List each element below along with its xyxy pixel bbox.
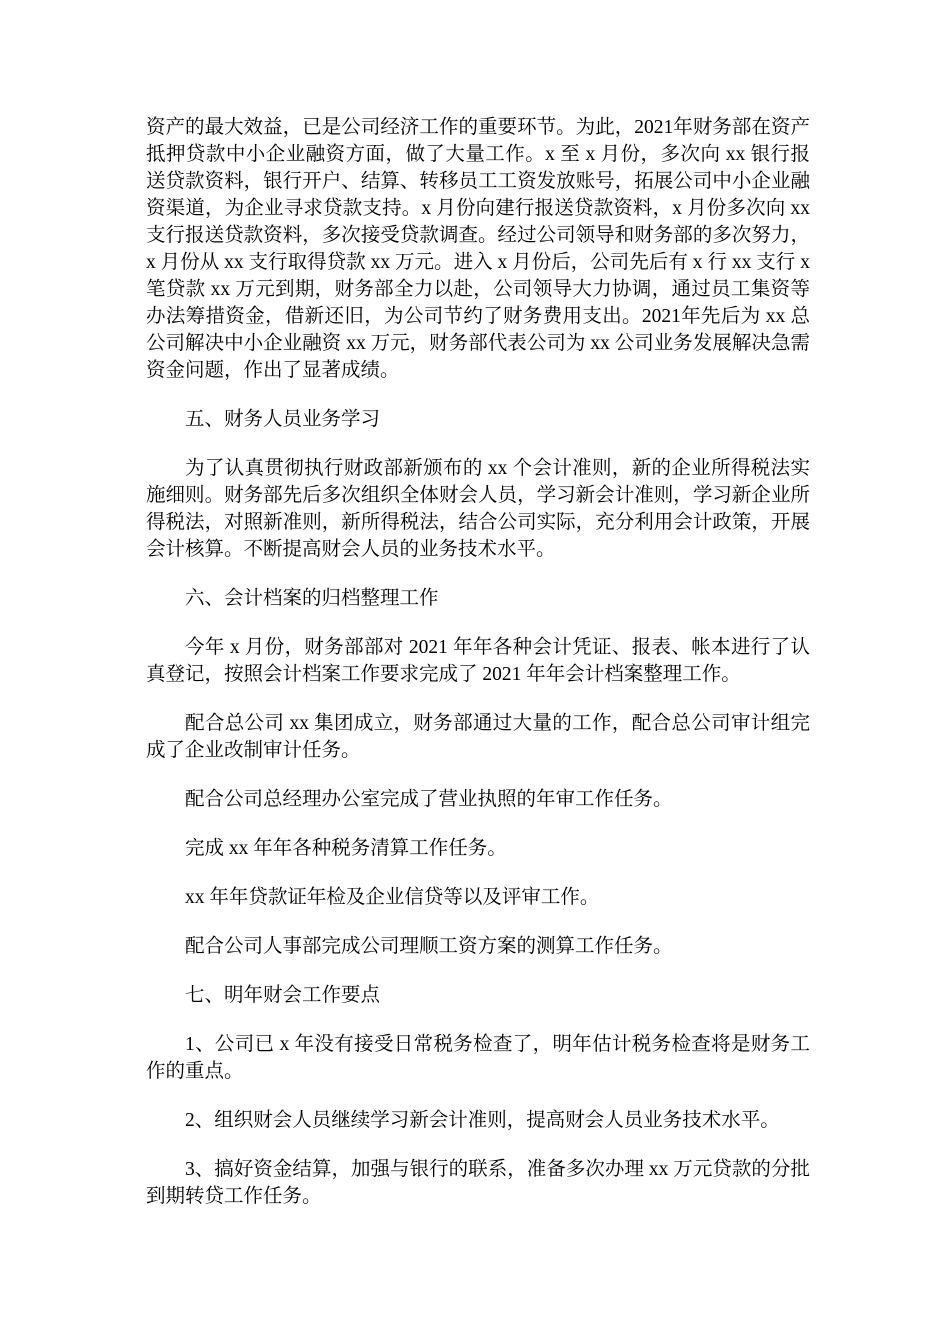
paragraph-continuation: 资产的最大效益，已是公司经济工作的重要环节。为此，2021年财务部在资产抵押贷款中小企业融资方面，做了大量工作。x 至 x 月份，多次向 xx 银行报送贷款资料，银行开户、结算、转移员工工资发放账号，拓展公司中小企业融资渠道，为企业寻求贷款支持。x 月份向建行报送贷款资料，x 月份多次向 xx 支行报送贷款资料，多次接受贷款调查。经过公司领导和财务部的多次努力，x 月份从 xx 支行取得贷款 xx 万元。进入 x 月份后，公司先后有 x 行 xx 支行 x 笔贷款 xx 万元到期，财务部全力以赴，公司领导大力协调，通过员工集资等办法筹措资金，借新还旧，为公司节约了财务费用支出。2021年先后为 xx 总公司解决中小企业融资 xx 万元，财务部代表公司为 xx 公司业务发展解决急需资金问题，作出了显著成绩。 bbox=[146, 117, 810, 381]
paragraph: 配合公司人事部完成公司理顺工资方案的测算工作任务。 bbox=[185, 936, 673, 957]
paragraph: 2、组织财会人员继续学习新会计准则，提高财会人员业务技术水平。 bbox=[185, 1110, 780, 1131]
section-heading: 五、财务人员业务学习 bbox=[185, 409, 381, 430]
paragraph: 3、搞好资金结算，加强与银行的联系，准备多次办理 xx 万元贷款的分批到期转贷工作任务。 bbox=[146, 1159, 810, 1207]
section-heading: 六、会计档案的归档整理工作 bbox=[185, 588, 439, 609]
document-body bbox=[146, 114, 810, 1210]
paragraph: 1、公司已 x 年没有接受日常税务检查了，明年估计税务检查将是财务工作的重点。 bbox=[146, 1034, 810, 1082]
paragraph: 完成 xx 年年各种税务清算工作任务。 bbox=[185, 838, 507, 859]
section-heading: 七、明年财会工作要点 bbox=[185, 985, 381, 1006]
paragraph: 配合总公司 xx 集团成立，财务部通过大量的工作，配合总公司审计组完成了企业改制审计任务。 bbox=[146, 713, 810, 761]
paragraph: xx 年年贷款证年检及企业信贷等以及评审工作。 bbox=[185, 887, 600, 908]
paragraph: 为了认真贯彻执行财政部新颁布的 xx 个会计准则，新的企业所得税法实施细则。财务部先后多次组织全体财会人员，学习新会计准则，学习新企业所得税法，对照新准则，新所得税法，结合公司实际，充分利用会计政策，开展会计核算。不断提高财会人员的业务技术水平。 bbox=[146, 458, 810, 560]
paragraph: 配合公司总经理办公室完成了营业执照的年审工作任务。 bbox=[185, 789, 673, 810]
paragraph: 今年 x 月份，财务部部对 2021 年年各种会计凭证、报表、帐本进行了认真登记，按照会计档案工作要求完成了 2021 年年会计档案整理工作。 bbox=[146, 637, 810, 685]
